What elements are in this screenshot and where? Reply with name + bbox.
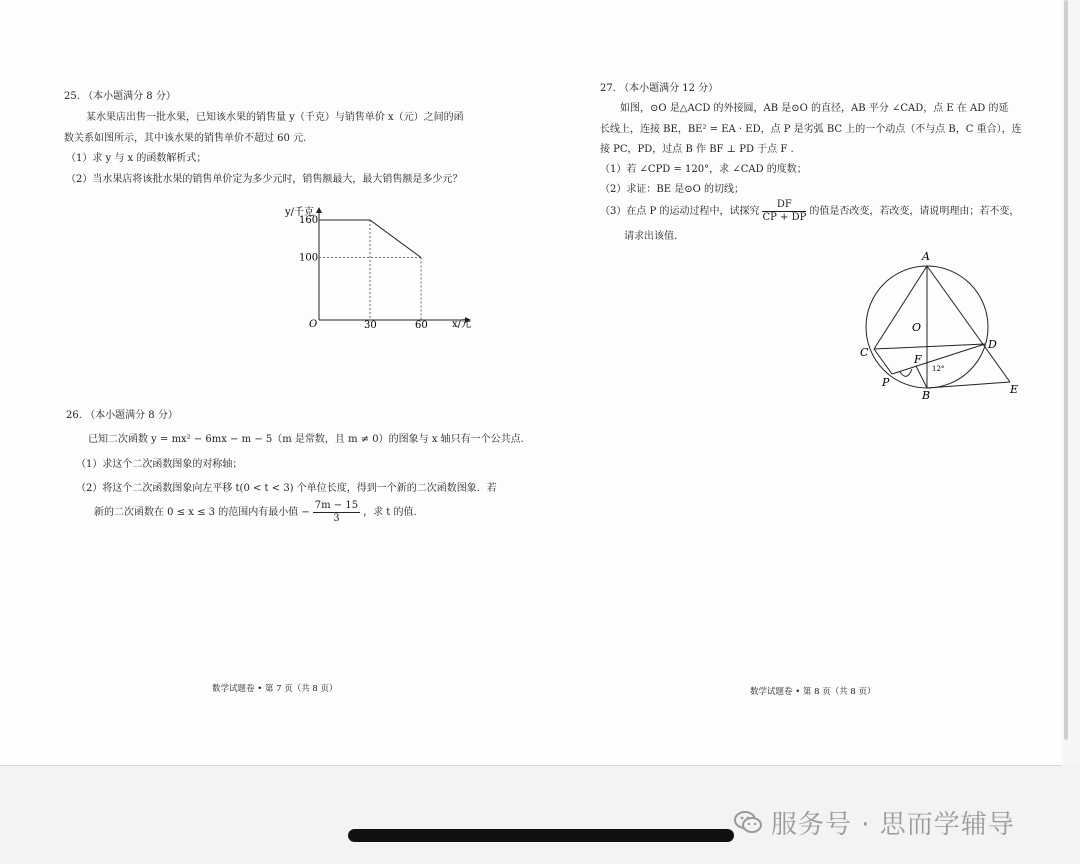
q27-stem-1: 如图，⊙O 是△ACD 的外接圆，AB 是⊙O 的直径，AB 平分 ∠CAD，点 E 在 AD 的延	[620, 103, 1009, 114]
q27-frac-num: DF	[762, 199, 806, 212]
q26-fraction	[313, 500, 360, 525]
q25-stem-2: 数关系如图所示，其中该水果的销售单价不超过 60 元.	[64, 133, 307, 144]
q27-fraction	[762, 199, 806, 224]
q26-part-2-cont	[94, 500, 417, 525]
footer-page-8: 数学试题卷 • 第 8 页（共 8 页）	[750, 687, 876, 697]
q27-number: 27.	[600, 83, 616, 94]
segment-cd	[874, 344, 985, 349]
q26-number: 26.	[66, 410, 82, 421]
q25-number: 25.	[64, 91, 80, 102]
label-c: C	[860, 346, 869, 359]
watermark-text: 服务号 · 思而学辅导	[771, 809, 1015, 840]
label-e: E	[1010, 383, 1019, 396]
x-tick-30: 30	[364, 320, 377, 331]
label-p: P	[882, 376, 890, 389]
origin-label: O	[309, 319, 318, 330]
page-8	[540, 0, 1062, 765]
label-b: B	[922, 389, 931, 402]
label-f: F	[914, 353, 922, 366]
q27-part-3	[600, 199, 1019, 224]
q27-part-3-end: 的值是否改变，若改变，请说明理由；若不变，	[809, 206, 1020, 217]
q27-part-1: （1）若 ∠CPD = 120°，求 ∠CAD 的度数；	[600, 164, 807, 175]
y-tick-100: 100	[299, 252, 319, 264]
q27-part-2: （2）求证：BE 是⊙O 的切线；	[600, 184, 744, 195]
q26-score: （本小题满分 8 分）	[85, 410, 178, 421]
page-7	[0, 0, 540, 765]
label-a: A	[922, 250, 930, 263]
q26-part-2-text: 新的二次函数在 0 ≤ x ≤ 3 的范围内有最小值 −	[94, 507, 310, 518]
geometry-figure	[852, 245, 1042, 405]
wechat-icon	[733, 808, 763, 836]
y-axis-label: y/千克	[285, 207, 315, 218]
q26-header	[66, 409, 178, 423]
q25-part-1: （1）求 y 与 x 的函数解析式；	[66, 153, 207, 164]
q26-part-2: （2）将这个二次函数图象向左平移 t(0 < t < 3) 个单位长度，得到一个新的二次函数图象．若	[76, 483, 497, 494]
sales-chart	[280, 200, 480, 335]
q27-score: （本小题满分 12 分）	[619, 83, 719, 94]
segment-bf	[916, 366, 927, 388]
q27-part-3-text: （3）在点 P 的运动过程中，试探究	[600, 206, 760, 217]
x-tick-60: 60	[415, 320, 428, 331]
q27-part-3-cont: 请求出该值.	[624, 231, 678, 242]
q27-stem-3: 接 PC，PD，过点 B 作 BF ⊥ PD 于点 F .	[600, 144, 794, 155]
q26-part-2-end: ，求 t 的值.	[363, 507, 417, 518]
q27-frac-den: CP + DP	[762, 212, 807, 223]
label-angle: 12°	[932, 365, 945, 373]
q27-stem-2: 长线上，连接 BE，BE² = EA · ED，点 P 是劣弧 BC 上的一个动点（不与点 B，C 重合），连	[600, 124, 1022, 135]
q25-part-2: （2）当水果店将该批水果的销售单价定为多少元时，销售额最大，最大销售额是多少元？	[66, 174, 463, 185]
angle-mark	[900, 369, 912, 376]
y-tick-160: 160	[299, 215, 319, 226]
home-indicator[interactable]	[348, 829, 734, 842]
x-axis-label: x/元	[452, 319, 472, 330]
q26-part-1: （1）求这个二次函数图象的对称轴；	[76, 459, 243, 470]
q26-frac-den: 3	[333, 513, 340, 524]
q27-header	[600, 82, 718, 96]
q25-score: （本小题满分 8 分）	[83, 91, 176, 102]
segment-ac	[874, 266, 927, 349]
q25-stem-1: 某水果店出售一批水果，已知该水果的销售量 y（千克）与销售单价 x（元）之间的函	[86, 112, 464, 123]
watermark	[733, 804, 1015, 840]
label-d: D	[988, 338, 997, 351]
segment-be	[927, 382, 1010, 388]
q26-frac-num: 7m − 15	[314, 500, 359, 511]
q25-header	[64, 90, 176, 104]
q26-stem: 已知二次函数 y = mx² − 6mx − m − 5（m 是常数，且 m ≠ 0）的图象与 x 轴只有一个公共点.	[88, 434, 524, 445]
scrollbar[interactable]	[1064, 0, 1068, 740]
label-o: O	[912, 321, 922, 334]
footer-page-7: 数学试题卷 • 第 7 页（共 8 页）	[212, 684, 338, 694]
